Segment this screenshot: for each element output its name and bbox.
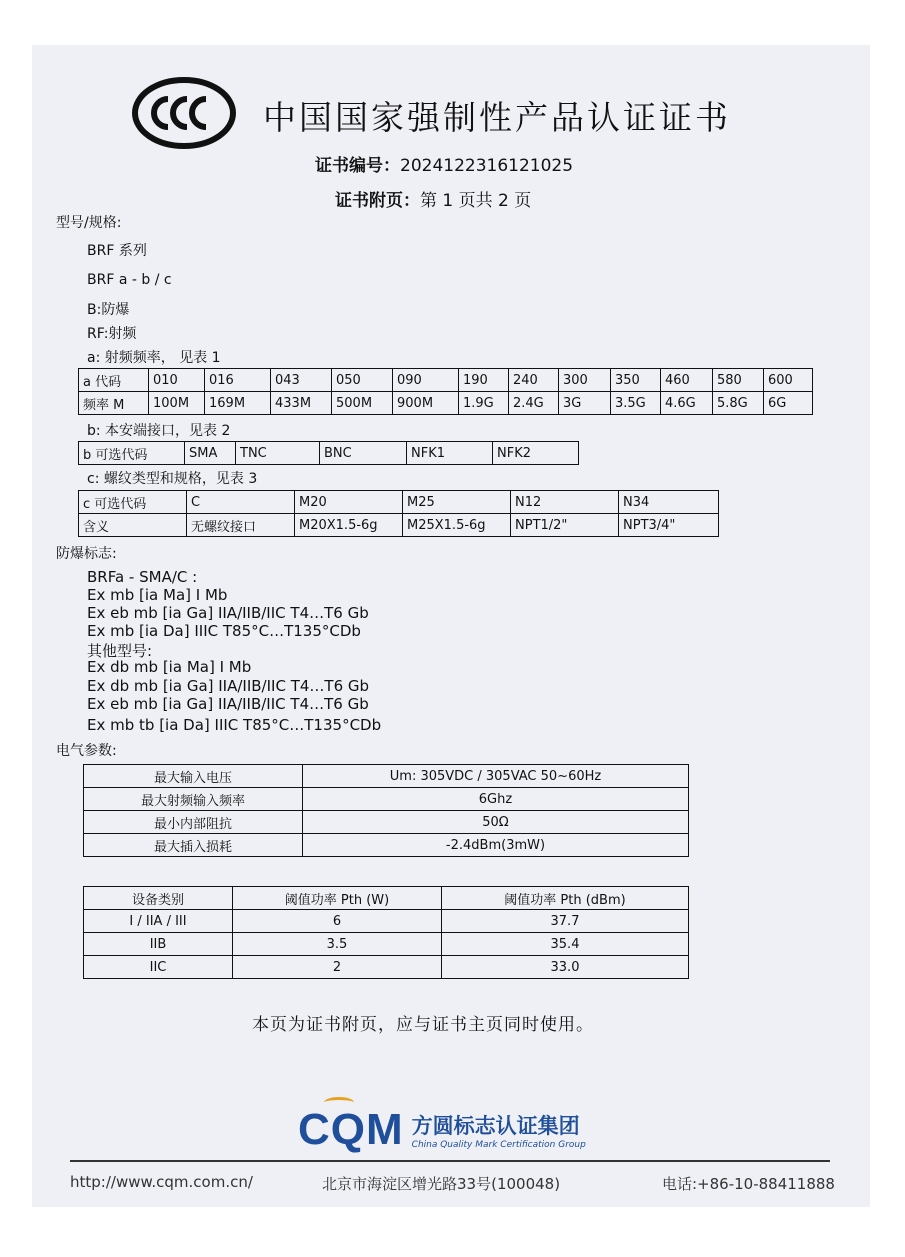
table-cell: 37.7 bbox=[442, 910, 689, 933]
table-cell: 含义 bbox=[79, 514, 187, 537]
table-row bbox=[79, 392, 813, 415]
table-cell: 6G bbox=[764, 392, 813, 415]
table-cell: 最大输入电压 bbox=[84, 765, 303, 788]
interface-table bbox=[78, 441, 579, 465]
footer-url[interactable]: http://www.cqm.com.cn/ bbox=[70, 1173, 253, 1191]
ex-line: BRFa - SMA/C : bbox=[87, 568, 198, 586]
table-cell: 050 bbox=[332, 369, 393, 392]
cert-no-value: 2024122316121025 bbox=[400, 156, 574, 176]
ex-line: Ex eb mb [ia Ga] IIA/IIB/IIC T4…T6 Gb bbox=[87, 695, 369, 713]
table-cell: 5.8G bbox=[713, 392, 764, 415]
attach-label: 证书附页： bbox=[335, 191, 420, 211]
cqm-brand-en: CQM bbox=[298, 1105, 404, 1154]
table-header-cell: 设备类别 bbox=[84, 887, 233, 910]
table-cell: 500M bbox=[332, 392, 393, 415]
table-row bbox=[84, 910, 689, 933]
footer-phone: 电话:+86-10-88411888 bbox=[662, 1175, 835, 1193]
b-meaning: B:防爆 bbox=[87, 302, 130, 318]
attachment-page bbox=[335, 186, 531, 211]
table-cell: BNC bbox=[320, 442, 407, 465]
table-cell: 043 bbox=[271, 369, 332, 392]
table-row bbox=[79, 442, 579, 465]
table-cell: 2.4G bbox=[509, 392, 559, 415]
table-cell: 3.5 bbox=[233, 933, 442, 956]
rf-meaning: RF:射频 bbox=[87, 326, 137, 342]
table-cell: 190 bbox=[459, 369, 509, 392]
table-cell: M20X1.5-6g bbox=[295, 514, 403, 537]
table-row bbox=[84, 834, 689, 857]
series-name: BRF 系列 bbox=[87, 243, 147, 259]
a-caption: a: 射频频率， 见表 1 bbox=[87, 350, 221, 366]
cert-no-label: 证书编号： bbox=[315, 156, 400, 176]
threshold-power-table bbox=[83, 886, 689, 979]
table-cell: c 可选代码 bbox=[79, 491, 187, 514]
table-cell: 016 bbox=[205, 369, 271, 392]
electrical-heading: 电气参数: bbox=[56, 743, 117, 759]
table-cell: 100M bbox=[149, 392, 205, 415]
ex-marking-heading: 防爆标志: bbox=[56, 546, 117, 562]
attach-value: 第 1 页共 2 页 bbox=[420, 191, 532, 211]
table-cell: 433M bbox=[271, 392, 332, 415]
table-cell: IIB bbox=[84, 933, 233, 956]
c-caption: c: 螺纹类型和规格，见表 3 bbox=[87, 471, 258, 487]
table-cell: 4.6G bbox=[661, 392, 713, 415]
table-cell: NFK2 bbox=[493, 442, 579, 465]
footer-divider bbox=[70, 1160, 830, 1162]
table-cell: 580 bbox=[713, 369, 764, 392]
table-cell: 240 bbox=[509, 369, 559, 392]
table-row bbox=[79, 514, 719, 537]
table-cell: 169M bbox=[205, 392, 271, 415]
ex-line: Ex eb mb [ia Ga] IIA/IIB/IIC T4…T6 Gb bbox=[87, 604, 369, 622]
table-cell: Um: 305VDC / 305VAC 50~60Hz bbox=[303, 765, 689, 788]
table-cell: SMA bbox=[185, 442, 236, 465]
table-cell: -2.4dBm(3mW) bbox=[303, 834, 689, 857]
table-cell: M25 bbox=[403, 491, 511, 514]
table-header-cell: 阈值功率 Pth (W) bbox=[233, 887, 442, 910]
table-cell: 3.5G bbox=[611, 392, 661, 415]
cqm-brand-cn: 方圆标志认证集团 bbox=[411, 1114, 580, 1138]
cqm-brand-sub: China Quality Mark Certification Group bbox=[411, 1140, 586, 1150]
table-row bbox=[84, 765, 689, 788]
table-cell: 33.0 bbox=[442, 956, 689, 979]
cqm-logo bbox=[298, 1105, 586, 1155]
table-cell: 6Ghz bbox=[303, 788, 689, 811]
ccc-logo bbox=[132, 77, 236, 149]
table-row bbox=[79, 491, 719, 514]
table-row bbox=[84, 788, 689, 811]
table-header-row bbox=[84, 887, 689, 910]
ex-line: Ex mb [ia Ma] I Mb bbox=[87, 586, 228, 604]
table-cell: IIC bbox=[84, 956, 233, 979]
table-cell: 35.4 bbox=[442, 933, 689, 956]
table-cell: C bbox=[187, 491, 295, 514]
table-cell: 010 bbox=[149, 369, 205, 392]
table-cell: 3G bbox=[559, 392, 611, 415]
table-cell: I / IIA / III bbox=[84, 910, 233, 933]
table-cell: TNC bbox=[236, 442, 320, 465]
table-cell: 900M bbox=[393, 392, 459, 415]
table-row bbox=[84, 956, 689, 979]
table-cell: M20 bbox=[295, 491, 403, 514]
table-cell: 无螺纹接口 bbox=[187, 514, 295, 537]
frequency-table bbox=[78, 368, 813, 415]
table-cell: 最大射频输入频率 bbox=[84, 788, 303, 811]
table-cell: 50Ω bbox=[303, 811, 689, 834]
table-cell: a 代码 bbox=[79, 369, 149, 392]
table-cell: NFK1 bbox=[407, 442, 493, 465]
electrical-table bbox=[83, 764, 689, 857]
table-row bbox=[79, 369, 813, 392]
ex-line: Ex db mb [ia Ma] I Mb bbox=[87, 658, 252, 676]
table-header-cell: 阈值功率 Pth (dBm) bbox=[442, 887, 689, 910]
table-cell: NPT3/4" bbox=[619, 514, 719, 537]
ex-line: Ex db mb [ia Ga] IIA/IIB/IIC T4…T6 Gb bbox=[87, 677, 370, 695]
table-cell: 6 bbox=[233, 910, 442, 933]
table-cell: 600 bbox=[764, 369, 813, 392]
table-row bbox=[84, 933, 689, 956]
thread-table bbox=[78, 490, 719, 537]
model-pattern: BRF a - b / c bbox=[87, 272, 172, 288]
ex-line: Ex mb tb [ia Da] IIIC T85°C…T135°CDb bbox=[87, 716, 382, 734]
table-cell: 300 bbox=[559, 369, 611, 392]
table-cell: 最小内部阻抗 bbox=[84, 811, 303, 834]
table-cell: 最大插入损耗 bbox=[84, 834, 303, 857]
table-cell: b 可选代码 bbox=[79, 442, 185, 465]
table-cell: 460 bbox=[661, 369, 713, 392]
footer-address: 北京市海淀区增光路33号(100048) bbox=[322, 1175, 561, 1193]
ex-line: 其他型号: bbox=[87, 642, 153, 660]
ex-line: Ex mb [ia Da] IIIC T85°C…T135°CDb bbox=[87, 622, 361, 640]
table-cell: N12 bbox=[511, 491, 619, 514]
model-heading: 型号/规格: bbox=[56, 215, 122, 231]
table-cell: 2 bbox=[233, 956, 442, 979]
table-cell: N34 bbox=[619, 491, 719, 514]
table-cell: 090 bbox=[393, 369, 459, 392]
table-cell: 1.9G bbox=[459, 392, 509, 415]
table-cell: 频率 M bbox=[79, 392, 149, 415]
table-cell: M25X1.5-6g bbox=[403, 514, 511, 537]
table-cell: NPT1/2" bbox=[511, 514, 619, 537]
certificate-title: 中国国家强制性产品认证证书 bbox=[263, 98, 731, 137]
table-cell: 350 bbox=[611, 369, 661, 392]
certificate-number bbox=[315, 151, 573, 176]
table-row bbox=[84, 811, 689, 834]
cqm-accent-mark bbox=[324, 1097, 354, 1108]
b-caption: b: 本安端接口，见表 2 bbox=[87, 423, 231, 439]
attachment-note: 本页为证书附页，应与证书主页同时使用。 bbox=[252, 1015, 594, 1035]
